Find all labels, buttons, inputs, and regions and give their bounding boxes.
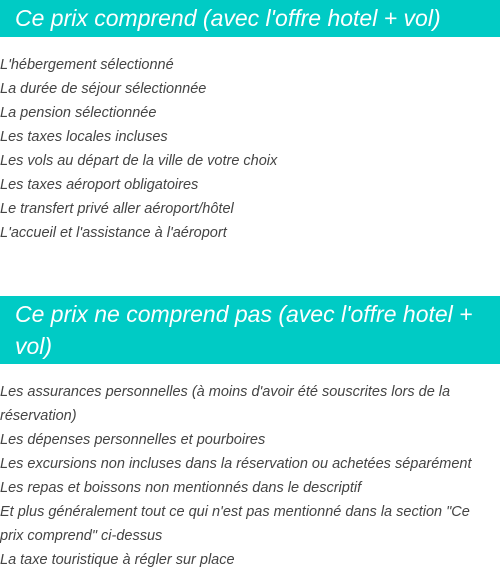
included-heading-banner xyxy=(0,0,500,37)
excluded-item: Et plus généralement tout ce qui n'est pas mentionné dans la section "Ce prix comprend" ci-dessus xyxy=(0,504,470,544)
excluded-heading-banner xyxy=(0,296,500,364)
excluded-item: Les repas et boissons non mentionnés dans le descriptif xyxy=(0,480,362,496)
excluded-item: Les assurances personnelles (à moins d'avoir été souscrites lors de la réservation) xyxy=(0,384,451,424)
excluded-item: La taxe touristique à régler sur place xyxy=(0,552,235,568)
included-item: L'hébergement sélectionné xyxy=(0,57,174,73)
included-item: La durée de séjour sélectionnée xyxy=(0,81,207,97)
included-item: Les taxes aéroport obligatoires xyxy=(0,177,199,193)
excluded-item: Les dépenses personnelles et pourboires xyxy=(0,432,266,448)
included-item: L'accueil et l'assistance à l'aéroport xyxy=(0,225,227,241)
included-list xyxy=(0,53,500,245)
included-item: Le transfert privé aller aéroport/hôtel xyxy=(0,201,234,217)
included-item: La pension sélectionnée xyxy=(0,105,157,121)
excluded-list xyxy=(0,380,500,572)
included-item: Les vols au départ de la ville de votre choix xyxy=(0,153,278,169)
included-item: Les taxes locales incluses xyxy=(0,129,168,145)
excluded-heading: Ce prix ne comprend pas (avec l'offre hotel + vol) xyxy=(15,301,473,359)
included-heading: Ce prix comprend (avec l'offre hotel + vol) xyxy=(15,5,441,31)
excluded-item: Les excursions non incluses dans la réservation ou achetées séparément xyxy=(0,456,472,472)
